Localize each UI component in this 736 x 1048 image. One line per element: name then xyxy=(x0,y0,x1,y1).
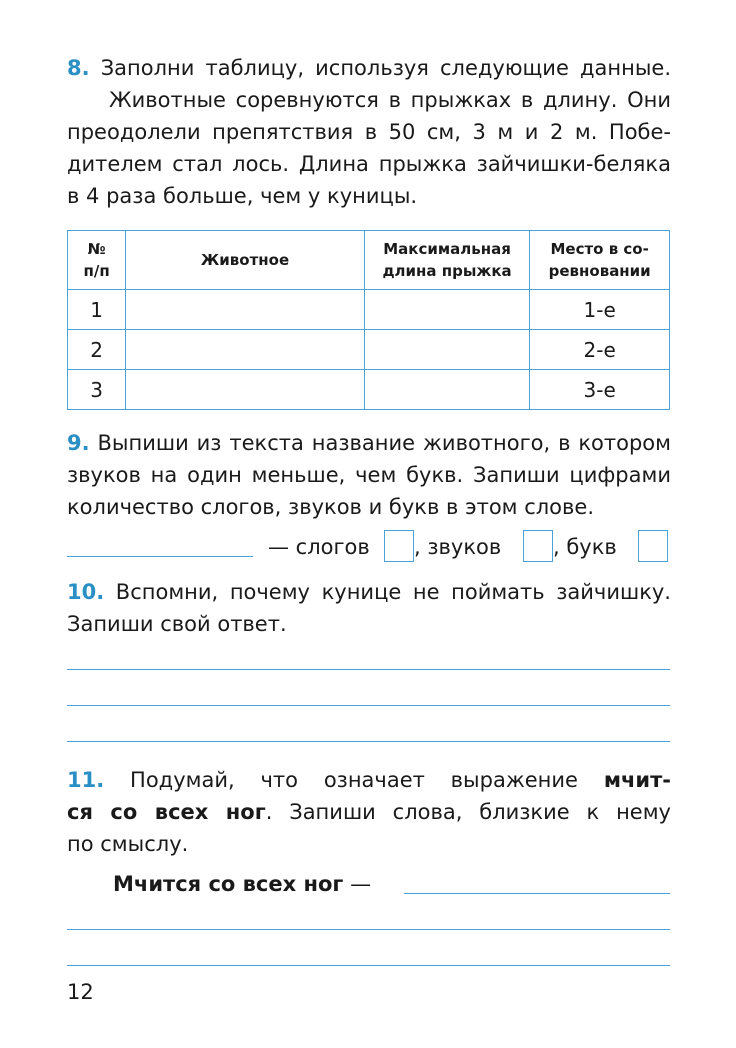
animals-table xyxy=(67,230,670,410)
task9-text-line: звуков на один меньше, чем букв. Запиши цифрами xyxy=(67,463,671,487)
task8-text-line: преодолели препятствия в 50 см, 3 м и 2 м. Побе- xyxy=(67,120,671,144)
idiom-prompt-dash: — xyxy=(350,872,372,896)
letters-label: , букв xyxy=(553,535,617,559)
jump-cell[interactable] xyxy=(364,370,530,410)
task11-text-line: по смыслу. xyxy=(67,832,189,856)
answer-line[interactable] xyxy=(67,705,670,706)
task11-number: 11. xyxy=(67,768,105,792)
animal-cell[interactable] xyxy=(126,330,364,370)
sounds-label: , звуков xyxy=(414,535,502,559)
task11-text-2: . Запиши слова, близкие к нему xyxy=(265,800,671,824)
header-num-line2: п/п xyxy=(83,262,110,280)
task9-text-line-1: Выпиши из текста название животного, в котором xyxy=(97,431,671,455)
header-place xyxy=(530,231,670,290)
page-number: 12 xyxy=(67,980,94,1004)
task8-text-line: Животные соревнуются в прыжках в длину. Они xyxy=(109,88,671,112)
animal-cell[interactable] xyxy=(126,370,364,410)
idiom-part1: мчит- xyxy=(603,768,672,792)
idiom-part2: ся со всех ног xyxy=(67,800,266,824)
task8-instruction-line xyxy=(67,52,671,84)
table-header-row xyxy=(68,231,670,290)
task9-text-line: количество слогов, звуков и букв в этом слове. xyxy=(67,495,594,519)
header-jump-line1: Максимальная xyxy=(383,240,511,258)
task8-text-line: дителем стал лось. Длина прыжка зайчишки-беляка xyxy=(67,152,671,176)
header-animal: Животное xyxy=(126,231,364,290)
table-row xyxy=(68,370,670,410)
header-num-line1: № xyxy=(87,240,106,258)
place-cell: 2-е xyxy=(530,330,670,370)
task11-text-line xyxy=(67,764,671,796)
task11-text-line xyxy=(67,796,671,828)
row-num: 2 xyxy=(68,330,126,370)
idiom-prompt-bold: Мчится со всех ног xyxy=(113,872,344,896)
jump-cell[interactable] xyxy=(364,290,530,330)
syllables-label: — слогов xyxy=(268,535,370,559)
task10-number: 10. xyxy=(67,580,105,604)
answer-line[interactable] xyxy=(67,929,670,930)
task9-number: 9. xyxy=(67,431,90,455)
idiom-answer-line[interactable] xyxy=(404,893,670,894)
animal-answer-line[interactable] xyxy=(67,556,253,557)
place-cell: 3-е xyxy=(530,370,670,410)
task10-text-line-1: Вспомни, почему кунице не поймать зайчишку. xyxy=(115,580,671,604)
answer-line[interactable] xyxy=(67,965,670,966)
answer-line[interactable] xyxy=(67,669,670,670)
task10-text-line: Запиши свой ответ. xyxy=(67,612,287,636)
task9-text-line xyxy=(67,427,671,459)
answer-line[interactable] xyxy=(67,741,670,742)
table-row xyxy=(68,330,670,370)
task8-block xyxy=(67,52,671,212)
place-cell: 1-е xyxy=(530,290,670,330)
sounds-box[interactable] xyxy=(523,530,553,562)
task11-block xyxy=(67,764,671,860)
header-place-line1: Место в со- xyxy=(550,240,649,258)
task8-instruction: Заполни таблицу, используя следующие данные. xyxy=(100,56,671,80)
task9-block xyxy=(67,427,671,523)
task8-text-line: в 4 раза больше, чем у куницы. xyxy=(67,184,418,208)
row-num: 1 xyxy=(68,290,126,330)
header-jump xyxy=(364,231,530,290)
animal-cell[interactable] xyxy=(126,290,364,330)
syllables-box[interactable] xyxy=(384,530,414,562)
idiom-prompt xyxy=(113,868,371,900)
header-place-line2: ревновании xyxy=(548,262,651,280)
header-jump-line2: длина прыжка xyxy=(382,262,512,280)
row-num: 3 xyxy=(68,370,126,410)
jump-cell[interactable] xyxy=(364,330,530,370)
header-num xyxy=(68,231,126,290)
letters-box[interactable] xyxy=(638,530,668,562)
table-row xyxy=(68,290,670,330)
task8-number: 8. xyxy=(67,56,90,80)
task10-text-line xyxy=(67,576,671,608)
task11-text: Подумай, что означает выражение xyxy=(130,768,578,792)
task10-block xyxy=(67,576,671,640)
